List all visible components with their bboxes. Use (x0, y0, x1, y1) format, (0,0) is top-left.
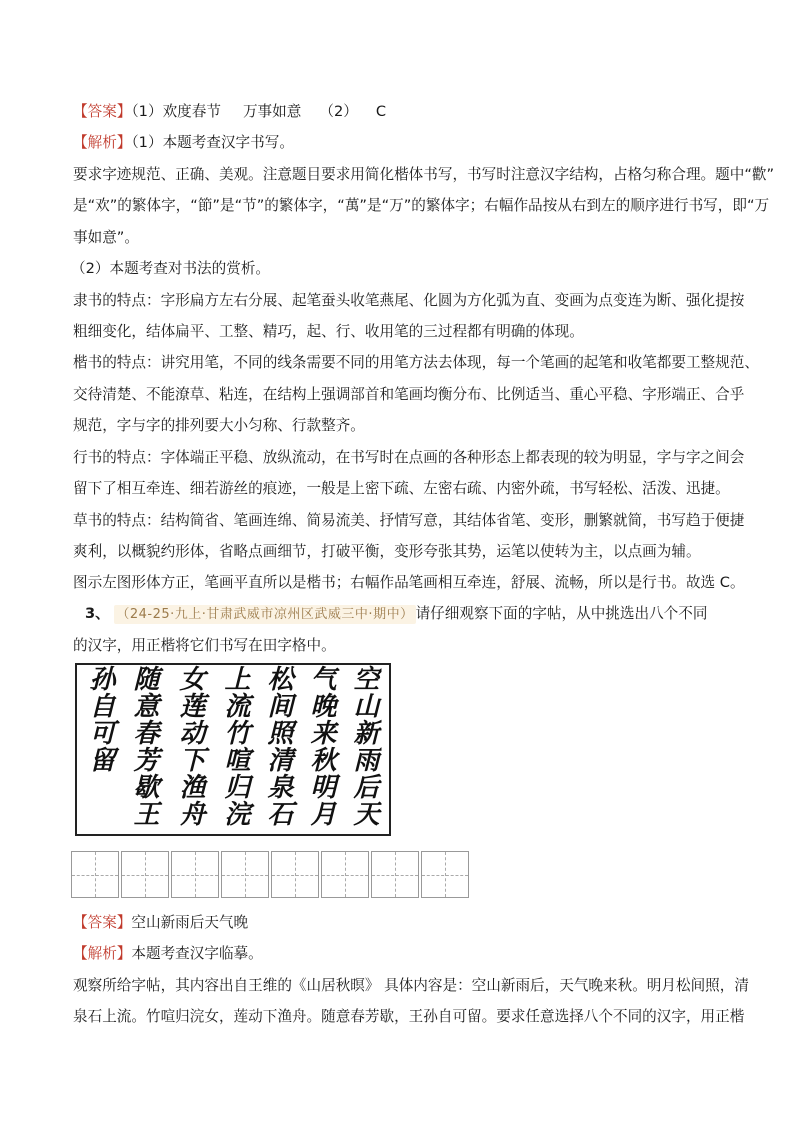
answer-part-4: C (375, 103, 387, 120)
paragraph-line: （2）本题考查对书法的赏析。 (71, 260, 271, 277)
xingshu-line: 留下了相互牵连、细若游丝的痕迹，一般是上密下疏、左密右疏、内密外疏，书写轻松、活泼、迅捷。 (73, 480, 730, 497)
calligraphy-column: 空山新雨后天 (349, 665, 379, 827)
tian-grid (71, 851, 471, 900)
calligraphy-column: 气晚来秋明月 (306, 665, 336, 827)
answer-part-2: 万事如意 (242, 103, 302, 120)
grid-cell[interactable] (71, 851, 119, 898)
grid-cell[interactable] (121, 851, 169, 898)
q2-analysis-line (73, 133, 733, 153)
lishu-line: 粗细变化，结体扁平、工整、精巧，起、行、收用笔的三过程都有明确的体现。 (73, 323, 584, 340)
grid-cell[interactable] (371, 851, 419, 898)
q3-analysis-line (73, 944, 733, 964)
grid-cell[interactable] (221, 851, 269, 898)
caoshu-line: 爽利，以概貌约形体，省略点画细节，打破平衡，变形夸张其势，运笔以使转为主，以点画为辅。 (73, 543, 701, 560)
caoshu-line: 草书的特点：结构简省、笔画连绵、简易流美、抒情写意，其结体省笔、变形，删繁就简，书写趋于便捷 (73, 512, 745, 529)
answer-tag: 【答案】 (73, 103, 132, 120)
calligraphy-column: 随意春芳歇王 (129, 665, 159, 827)
kaishu-line: 楷书的特点：讲究用笔，不同的线条需要不同的用笔方法去体现，每一个笔画的起笔和收笔都要工整规范、 (73, 354, 759, 371)
lishu-line: 隶书的特点：字形扁方左右分展、起笔蚕头收笔燕尾、化圆为方化弧为直、变画为点变连为断、强化提按 (73, 292, 745, 309)
calligraphy-column: 松间照清泉石 (263, 665, 293, 827)
paragraph-line: 泉石上流。竹喧归浣女，莲动下渔舟。随意春芳歇，王孙自可留。要求任意选择八个不同的汉字，用正楷 (73, 1008, 745, 1025)
analysis-text: （1）本题考查汉字书写。 (131, 134, 294, 151)
calligraphy-column: 上流竹喧归浣 (220, 665, 250, 827)
analysis-text: 本题考查汉字临摹。 (131, 945, 263, 962)
calligraphy-copybook (75, 663, 391, 836)
grid-cell[interactable] (421, 851, 469, 898)
kaishu-line: 规范，字与字的排列要大小匀称、行款整齐。 (73, 417, 365, 434)
answer-text: 空山新雨后天气晚 (131, 914, 249, 931)
paragraph-line: 要求字迹规范、正确、美观。注意题目要求用简化楷体书写，书写时注意汉字结构，占格匀称合理。题中“歡” (73, 166, 775, 183)
answer-tag: 【答案】 (73, 914, 132, 931)
q3-stem-line (85, 604, 745, 625)
analysis-tag: 【解析】 (73, 945, 132, 962)
calligraphy-column: 孙自可留 (85, 665, 115, 773)
paragraph-line: 事如意”。 (73, 229, 139, 246)
answer-part-1: （1）欢度春节 (131, 103, 221, 120)
grid-cell[interactable] (271, 851, 319, 898)
question-number: 3、 (85, 605, 110, 622)
q3-answer-line (73, 913, 733, 933)
grid-cell[interactable] (171, 851, 219, 898)
paragraph-line: 观察所给字帖，其内容出自王维的《山居秋暝》 具体内容是：空山新雨后，天气晚来秋。明月松间照，清 (73, 977, 749, 994)
q3-stem-line-2: 的汉字，用正楷将它们书写在田字格中。 (73, 637, 336, 654)
grid-cell[interactable] (321, 851, 369, 898)
stem-text: 请仔细观察下面的字帖，从中挑选出八个不同 (415, 605, 708, 622)
answer-part-3: （2） (319, 103, 358, 120)
kaishu-line: 交待清楚、不能潦草、粘连，在结构上强调部首和笔画均衡分布、比例适当、重心平稳、字形端正、合乎 (73, 386, 745, 403)
conclusion-line: 图示左图形体方正，笔画平直所以是楷书；右幅作品笔画相互牵连，舒展、流畅，所以是行书。故选 C。 (73, 574, 745, 591)
source-badge: （24-25·九上·甘肃武威市凉州区武威三中·期中） (116, 607, 414, 622)
analysis-tag: 【解析】 (73, 134, 132, 151)
calligraphy-column: 女莲动下渔舟 (175, 665, 205, 827)
paragraph-line: 是“欢”的繁体字，“節”是“节”的繁体字，“萬”是“万”的繁体字；右幅作品按从右到左的顺序进行书写，即“万 (73, 197, 770, 214)
q2-answer-line (73, 102, 733, 122)
xingshu-line: 行书的特点：字体端正平稳、放纵流动，在书写时在点画的各种形态上都表现的较为明显，字与字之间会 (73, 449, 745, 466)
